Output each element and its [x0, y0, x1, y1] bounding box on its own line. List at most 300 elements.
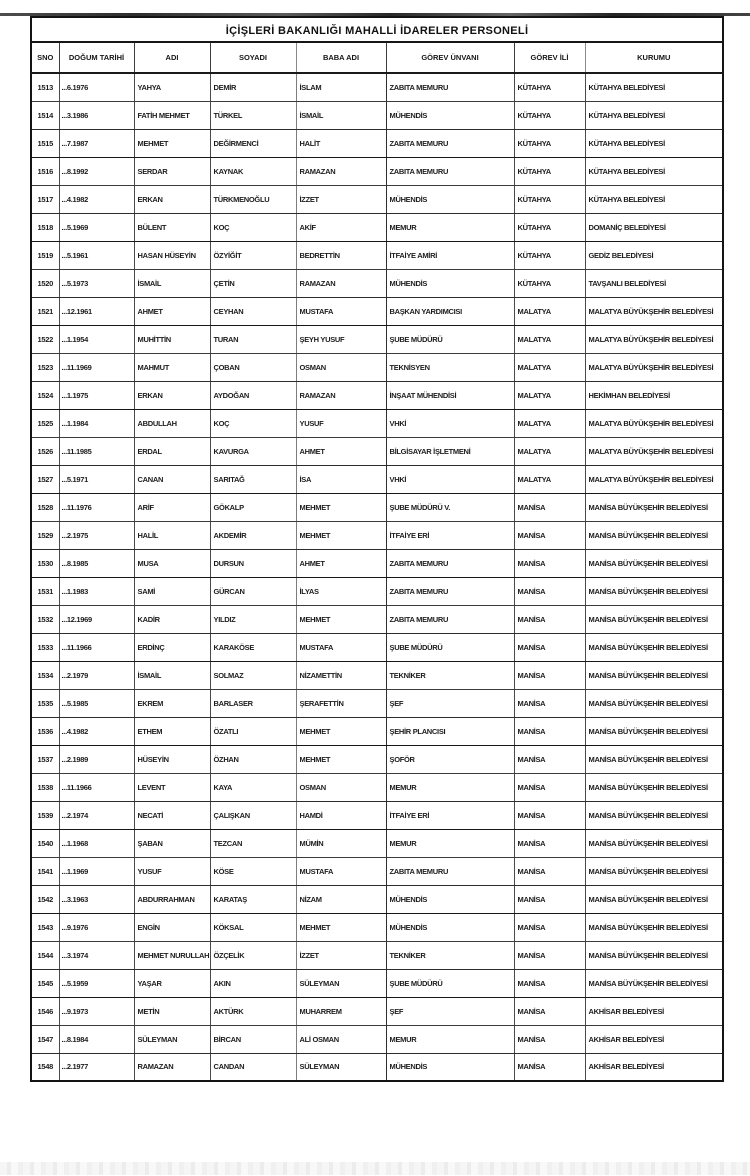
cell-sno: 1544 [31, 941, 59, 969]
cell-gorev-ili: KÜTAHYA [514, 185, 585, 213]
cell-kurumu: MANİSA BÜYÜKŞEHİR BELEDİYESİ [585, 549, 723, 577]
cell-adi: KADİR [134, 605, 210, 633]
cell-baba-adi: HALİT [296, 129, 386, 157]
cell-dogum-tarihi: ...3.1963 [59, 885, 134, 913]
cell-adi: ŞABAN [134, 829, 210, 857]
cell-kurumu: MANİSA BÜYÜKŞEHİR BELEDİYESİ [585, 913, 723, 941]
cell-adi: YUSUF [134, 857, 210, 885]
cell-gorev-ili: MALATYA [514, 409, 585, 437]
cell-gorev-unvani: İTFAİYE ERİ [386, 801, 514, 829]
cell-gorev-unvani: ŞUBE MÜDÜRÜ [386, 633, 514, 661]
table-row [31, 745, 723, 773]
cell-soyadi: TURAN [210, 325, 296, 353]
cell-sno: 1548 [37, 1062, 53, 1072]
cell-sno: 1533 [31, 633, 59, 661]
cell-gorev-unvani: TEKNİKER [386, 941, 514, 969]
cell-baba-adi: RAMAZAN [296, 157, 386, 185]
cell-kurumu: KÜTAHYA BELEDİYESİ [585, 101, 723, 129]
table-row [31, 493, 723, 521]
cell-baba-adi: İSA [296, 465, 386, 493]
cell-sno: 1530 [31, 549, 59, 577]
cell-gorev-ili: MANİSA [514, 997, 585, 1025]
table-row [31, 1025, 723, 1053]
cell-soyadi: AKTÜRK [210, 997, 296, 1025]
cell-adi: SERDAR [134, 157, 210, 185]
cell-soyadi: TÜRKMENOĞLU [210, 185, 296, 213]
cell-dogum-tarihi: ...9.1976 [59, 913, 134, 941]
cell-soyadi: KAYNAK [210, 157, 296, 185]
cell-soyadi: GÜRCAN [210, 577, 296, 605]
cell-kurumu: MANİSA BÜYÜKŞEHİR BELEDİYESİ [585, 941, 723, 969]
cell-gorev-ili: MANİSA [514, 521, 585, 549]
cell-gorev-ili: MANİSA [514, 661, 585, 689]
cell-gorev-unvani: İNŞAAT MÜHENDİSİ [386, 381, 514, 409]
cell-gorev-ili: MANİSA [514, 969, 585, 997]
cell-soyadi: KÖKSAL [210, 913, 296, 941]
personnel-table [30, 16, 724, 1082]
cell-kurumu: MANİSA BÜYÜKŞEHİR BELEDİYESİ [585, 801, 723, 829]
cell-adi: ARİF [134, 493, 210, 521]
table-row [31, 997, 723, 1025]
table-row [31, 409, 723, 437]
table-row [31, 773, 723, 801]
table-header-row [31, 42, 723, 73]
cell-dogum-tarihi: ...12.1969 [59, 605, 134, 633]
cell-gorev-unvani: MÜHENDİS [386, 185, 514, 213]
cell-baba-adi: AHMET [296, 549, 386, 577]
scan-noise-strip-bottom [0, 1162, 750, 1175]
cell-gorev-unvani: VHKİ [386, 465, 514, 493]
cell-kurumu: MALATYA BÜYÜKŞEHİR BELEDİYESİ [585, 325, 723, 353]
cell-gorev-ili: KÜTAHYA [514, 129, 585, 157]
table-row [31, 885, 723, 913]
cell-adi: AHMET [134, 297, 210, 325]
cell-gorev-unvani: ŞUBE MÜDÜRÜ [386, 969, 514, 997]
cell-soyadi: DURSUN [210, 549, 296, 577]
cell-baba-adi: MÜMİN [296, 829, 386, 857]
cell-adi: ABDURRAHMAN [134, 885, 210, 913]
cell-gorev-ili: MANİSA [514, 605, 585, 633]
cell-dogum-tarihi: ...1.1969 [59, 857, 134, 885]
cell-gorev-ili: KÜTAHYA [514, 241, 585, 269]
col-header-sno: SNO [31, 42, 59, 73]
cell-gorev-unvani: ZABITA MEMURU [386, 605, 514, 633]
cell-baba-adi: MUSTAFA [296, 857, 386, 885]
col-header-soyadi: SOYADI [210, 42, 296, 73]
col-header-baba-adi: BABA ADI [296, 42, 386, 73]
cell-adi: YAHYA [134, 73, 210, 101]
cell-dogum-tarihi: ...1.1954 [59, 325, 134, 353]
cell-gorev-unvani: MÜHENDİS [386, 913, 514, 941]
cell-gorev-unvani: ZABITA MEMURU [386, 129, 514, 157]
col-header-gorev-ili: GÖREV İLİ [514, 42, 585, 73]
cell-sno: 1521 [31, 297, 59, 325]
cell-sno: 1529 [31, 521, 59, 549]
table-row [31, 269, 723, 297]
cell-kurumu: MALATYA BÜYÜKŞEHİR BELEDİYESİ [585, 353, 723, 381]
cell-soyadi: BARLASER [210, 689, 296, 717]
cell-dogum-tarihi: ...2.1977 [59, 1053, 134, 1081]
table-row [31, 129, 723, 157]
cell-gorev-ili: MANİSA [514, 1025, 585, 1053]
cell-dogum-tarihi: ...11.1966 [59, 633, 134, 661]
cell-adi: ERKAN [134, 381, 210, 409]
cell-dogum-tarihi: ...5.1969 [59, 213, 134, 241]
cell-sno: 1543 [31, 913, 59, 941]
table-row [31, 521, 723, 549]
cell-baba-adi: BEDRETTİN [296, 241, 386, 269]
cell-kurumu: HEKİMHAN BELEDİYESİ [585, 381, 723, 409]
col-header-adi: ADI [134, 42, 210, 73]
cell-dogum-tarihi: ...8.1985 [59, 549, 134, 577]
table-row [31, 857, 723, 885]
cell-sno: 1519 [31, 241, 59, 269]
cell-sno: 1542 [31, 885, 59, 913]
table-row [31, 549, 723, 577]
cell-gorev-unvani: MÜHENDİS [386, 885, 514, 913]
cell-gorev-unvani: ZABITA MEMURU [386, 73, 514, 101]
cell-adi: MEHMET [134, 129, 210, 157]
cell-baba-adi: MEHMET [296, 493, 386, 521]
table-row [31, 185, 723, 213]
cell-adi: CANAN [134, 465, 210, 493]
cell-adi: SAMİ [134, 577, 210, 605]
cell-baba-adi: RAMAZAN [296, 269, 386, 297]
cell-sno: 1526 [31, 437, 59, 465]
cell-baba-adi: AHMET [296, 437, 386, 465]
cell-kurumu: TAVŞANLI BELEDİYESİ [585, 269, 723, 297]
cell-gorev-ili: MANİSA [514, 717, 585, 745]
cell-soyadi: SARITAĞ [210, 465, 296, 493]
cell-kurumu: MANİSA BÜYÜKŞEHİR BELEDİYESİ [585, 577, 723, 605]
cell-dogum-tarihi: ...11.1966 [59, 773, 134, 801]
cell-sno: 1531 [31, 577, 59, 605]
cell-adi: HALİL [134, 521, 210, 549]
cell-kurumu: MANİSA BÜYÜKŞEHİR BELEDİYESİ [585, 745, 723, 773]
cell-gorev-ili: KÜTAHYA [514, 73, 585, 101]
cell-dogum-tarihi: ...11.1976 [59, 493, 134, 521]
cell-dogum-tarihi: ...9.1973 [59, 997, 134, 1025]
cell-sno: 1546 [31, 997, 59, 1025]
cell-adi: BÜLENT [134, 213, 210, 241]
cell-kurumu: MANİSA BÜYÜKŞEHİR BELEDİYESİ [585, 829, 723, 857]
cell-gorev-unvani: TEKNİKER [386, 661, 514, 689]
cell-gorev-ili: MANİSA [514, 941, 585, 969]
cell-sno: 1518 [31, 213, 59, 241]
cell-sno: 1532 [31, 605, 59, 633]
cell-baba-adi: MEHMET [296, 717, 386, 745]
cell-baba-adi: SÜLEYMAN [296, 1053, 386, 1081]
cell-adi: METİN [134, 997, 210, 1025]
table-row [31, 73, 723, 101]
cell-adi: LEVENT [134, 773, 210, 801]
table-row [31, 325, 723, 353]
cell-baba-adi: AKİF [296, 213, 386, 241]
cell-gorev-ili: KÜTAHYA [514, 269, 585, 297]
cell-dogum-tarihi: ...4.1982 [59, 185, 134, 213]
cell-kurumu: GEDİZ BELEDİYESİ [585, 241, 723, 269]
table-row [31, 913, 723, 941]
cell-gorev-unvani: MÜHENDİS [386, 269, 514, 297]
cell-kurumu: MANİSA BÜYÜKŞEHİR BELEDİYESİ [585, 661, 723, 689]
document-title: İÇİŞLERİ BAKANLIĞI MAHALLİ İDARELER PERSONELİ [31, 17, 723, 42]
cell-soyadi: AKIN [210, 969, 296, 997]
cell-soyadi: ÇALIŞKAN [210, 801, 296, 829]
cell-baba-adi: İSMAİL [296, 101, 386, 129]
cell-adi: ERDİNÇ [134, 633, 210, 661]
table-row [31, 829, 723, 857]
cell-sno: 1545 [31, 969, 59, 997]
table-row [31, 437, 723, 465]
cell-soyadi: ÖZHAN [210, 745, 296, 773]
cell-adi: HASAN HÜSEYİN [134, 241, 210, 269]
cell-dogum-tarihi: ...11.1985 [59, 437, 134, 465]
cell-kurumu: MANİSA BÜYÜKŞEHİR BELEDİYESİ [585, 885, 723, 913]
cell-gorev-unvani: MÜHENDİS [386, 1053, 514, 1081]
table-row [31, 297, 723, 325]
cell-gorev-ili: MALATYA [514, 297, 585, 325]
cell-soyadi: KÖSE [210, 857, 296, 885]
table-title-row [31, 17, 723, 42]
cell-gorev-ili: MANİSA [514, 885, 585, 913]
cell-adi: ABDULLAH [134, 409, 210, 437]
cell-dogum-tarihi: ...11.1969 [59, 353, 134, 381]
cell-baba-adi: MUHARREM [296, 997, 386, 1025]
cell-sno: 1538 [31, 773, 59, 801]
cell-kurumu: MANİSA BÜYÜKŞEHİR BELEDİYESİ [585, 493, 723, 521]
cell-gorev-unvani: MÜHENDİS [386, 101, 514, 129]
cell-dogum-tarihi: ...2.1989 [59, 745, 134, 773]
cell-baba-adi: İLYAS [296, 577, 386, 605]
cell-adi: NECATİ [134, 801, 210, 829]
cell-baba-adi: NİZAM [296, 885, 386, 913]
cell-soyadi: TÜRKEL [210, 101, 296, 129]
cell-gorev-unvani: VHKİ [386, 409, 514, 437]
cell-gorev-unvani: ŞEHİR PLANCISI [386, 717, 514, 745]
cell-soyadi: KOÇ [210, 213, 296, 241]
table-body [31, 73, 723, 1081]
cell-sno: 1517 [31, 185, 59, 213]
cell-baba-adi: MEHMET [296, 521, 386, 549]
cell-dogum-tarihi: ...1.1983 [59, 577, 134, 605]
cell-kurumu: MALATYA BÜYÜKŞEHİR BELEDİYESİ [585, 297, 723, 325]
cell-kurumu: MALATYA BÜYÜKŞEHİR BELEDİYESİ [585, 465, 723, 493]
cell-gorev-unvani: TEKNİSYEN [386, 353, 514, 381]
cell-sno: 1536 [31, 717, 59, 745]
cell-kurumu: KÜTAHYA BELEDİYESİ [585, 129, 723, 157]
cell-adi: MUHİTTİN [134, 325, 210, 353]
table-row [31, 101, 723, 129]
cell-kurumu: AKHİSAR BELEDİYESİ [585, 1053, 723, 1081]
cell-kurumu: KÜTAHYA BELEDİYESİ [585, 185, 723, 213]
cell-baba-adi: OSMAN [296, 353, 386, 381]
cell-gorev-unvani: ŞEF [386, 997, 514, 1025]
table-row [31, 661, 723, 689]
cell-gorev-ili: MANİSA [514, 549, 585, 577]
cell-sno: 1537 [31, 745, 59, 773]
cell-gorev-ili: MANİSA [514, 633, 585, 661]
cell-gorev-ili: MANİSA [514, 745, 585, 773]
cell-adi: İSMAİL [134, 269, 210, 297]
cell-gorev-ili: MALATYA [514, 353, 585, 381]
col-header-kurumu: KURUMU [585, 42, 723, 73]
cell-gorev-unvani: ZABITA MEMURU [386, 857, 514, 885]
cell-kurumu: MANİSA BÜYÜKŞEHİR BELEDİYESİ [585, 605, 723, 633]
cell-soyadi: SOLMAZ [210, 661, 296, 689]
cell-soyadi: KARATAŞ [210, 885, 296, 913]
cell-adi: MAHMUT [134, 353, 210, 381]
cell-gorev-ili: MALATYA [514, 325, 585, 353]
table-row [31, 801, 723, 829]
col-header-gorev-unvani: GÖREV ÜNVANI [386, 42, 514, 73]
cell-baba-adi: SÜLEYMAN [296, 969, 386, 997]
cell-gorev-ili: MANİSA [514, 829, 585, 857]
cell-adi: ENGİN [134, 913, 210, 941]
cell-soyadi: YILDIZ [210, 605, 296, 633]
cell-gorev-unvani: İTFAİYE AMİRİ [386, 241, 514, 269]
cell-kurumu: MANİSA BÜYÜKŞEHİR BELEDİYESİ [585, 857, 723, 885]
cell-kurumu: MANİSA BÜYÜKŞEHİR BELEDİYESİ [585, 969, 723, 997]
cell-baba-adi: İSLAM [296, 73, 386, 101]
cell-gorev-unvani: ŞOFÖR [386, 745, 514, 773]
cell-dogum-tarihi: ...6.1976 [59, 73, 134, 101]
cell-gorev-ili: MALATYA [514, 465, 585, 493]
cell-soyadi: KOÇ [210, 409, 296, 437]
cell-kurumu: MALATYA BÜYÜKŞEHİR BELEDİYESİ [585, 437, 723, 465]
cell-dogum-tarihi: ...4.1982 [59, 717, 134, 745]
table-row [31, 717, 723, 745]
cell-soyadi: DEĞİRMENCİ [210, 129, 296, 157]
cell-gorev-ili: MANİSA [514, 1053, 585, 1081]
cell-soyadi: ÖZÇELİK [210, 941, 296, 969]
cell-dogum-tarihi: ...1.1968 [59, 829, 134, 857]
cell-baba-adi: NİZAMETTİN [296, 661, 386, 689]
cell-baba-adi: İZZET [296, 941, 386, 969]
cell-soyadi: ÇOBAN [210, 353, 296, 381]
cell-gorev-unvani: ŞUBE MÜDÜRÜ V. [386, 493, 514, 521]
cell-sno: 1513 [31, 73, 59, 101]
cell-gorev-ili: KÜTAHYA [514, 213, 585, 241]
cell-baba-adi: ALİ OSMAN [296, 1025, 386, 1053]
cell-dogum-tarihi: ...5.1961 [59, 241, 134, 269]
cell-sno: 1523 [31, 353, 59, 381]
cell-kurumu: KÜTAHYA BELEDİYESİ [585, 73, 723, 101]
cell-baba-adi: MUSTAFA [296, 297, 386, 325]
cell-soyadi: GÖKALP [210, 493, 296, 521]
cell-baba-adi: MEHMET [296, 913, 386, 941]
cell-gorev-unvani: BİLGİSAYAR İŞLETMENİ [386, 437, 514, 465]
cell-soyadi: AKDEMİR [210, 521, 296, 549]
cell-kurumu: AKHİSAR BELEDİYESİ [585, 997, 723, 1025]
cell-kurumu: DOMANİÇ BELEDİYESİ [585, 213, 723, 241]
cell-gorev-ili: MANİSA [514, 801, 585, 829]
cell-dogum-tarihi: ...7.1987 [59, 129, 134, 157]
cell-dogum-tarihi: ...1.1984 [59, 409, 134, 437]
cell-gorev-ili: MANİSA [514, 913, 585, 941]
cell-sno: 1541 [31, 857, 59, 885]
cell-dogum-tarihi: ...3.1986 [59, 101, 134, 129]
table-row [31, 353, 723, 381]
cell-kurumu: MALATYA BÜYÜKŞEHİR BELEDİYESİ [585, 409, 723, 437]
table-row [31, 241, 723, 269]
cell-soyadi: ÇETİN [210, 269, 296, 297]
cell-kurumu: MANİSA BÜYÜKŞEHİR BELEDİYESİ [585, 689, 723, 717]
cell-gorev-unvani: MEMUR [386, 773, 514, 801]
cell-gorev-unvani: MEMUR [386, 829, 514, 857]
cell-adi: ERKAN [134, 185, 210, 213]
cell-gorev-unvani: ŞUBE MÜDÜRÜ [386, 325, 514, 353]
cell-soyadi: ÖZYİĞİT [210, 241, 296, 269]
cell-gorev-ili: MANİSA [514, 493, 585, 521]
cell-dogum-tarihi: ...2.1975 [59, 521, 134, 549]
cell-kurumu: MANİSA BÜYÜKŞEHİR BELEDİYESİ [585, 633, 723, 661]
table-row [31, 633, 723, 661]
cell-kurumu: MANİSA BÜYÜKŞEHİR BELEDİYESİ [585, 717, 723, 745]
cell-dogum-tarihi: ...5.1959 [59, 969, 134, 997]
cell-baba-adi: HAMDİ [296, 801, 386, 829]
cell-gorev-unvani: MEMUR [386, 213, 514, 241]
cell-sno: 1535 [31, 689, 59, 717]
cell-sno: 1516 [31, 157, 59, 185]
cell-dogum-tarihi: ...5.1985 [59, 689, 134, 717]
cell-dogum-tarihi: ...5.1971 [59, 465, 134, 493]
table-row [31, 381, 723, 409]
cell-adi: EKREM [134, 689, 210, 717]
cell-gorev-unvani: MEMUR [386, 1025, 514, 1053]
table-row [31, 605, 723, 633]
cell-soyadi: ÖZATLI [210, 717, 296, 745]
cell-gorev-unvani: ZABITA MEMURU [386, 157, 514, 185]
cell-adi: ETHEM [134, 717, 210, 745]
cell-gorev-ili: KÜTAHYA [514, 101, 585, 129]
cell-soyadi: AYDOĞAN [210, 381, 296, 409]
cell-soyadi: KAVURGA [210, 437, 296, 465]
cell-baba-adi: ŞERAFETTİN [296, 689, 386, 717]
cell-adi: HÜSEYİN [134, 745, 210, 773]
cell-adi: ERDAL [134, 437, 210, 465]
cell-adi: FATİH MEHMET [134, 101, 210, 129]
cell-soyadi: KARAKÖSE [210, 633, 296, 661]
cell-adi: YAŞAR [134, 969, 210, 997]
cell-sno: 1524 [31, 381, 59, 409]
table-row [31, 969, 723, 997]
cell-adi: İSMAİL [134, 661, 210, 689]
cell-sno: 1528 [31, 493, 59, 521]
cell-soyadi: CEYHAN [210, 297, 296, 325]
cell-soyadi: KAYA [210, 773, 296, 801]
cell-gorev-ili: MANİSA [514, 857, 585, 885]
cell-sno: 1525 [31, 409, 59, 437]
cell-sno: 1522 [31, 325, 59, 353]
table-row [31, 213, 723, 241]
table-row [31, 157, 723, 185]
cell-gorev-unvani: İTFAİYE ERİ [386, 521, 514, 549]
cell-baba-adi: MEHMET [296, 745, 386, 773]
cell-adi: RAMAZAN [134, 1053, 210, 1081]
cell-sno: 1515 [31, 129, 59, 157]
cell-gorev-ili: MANİSA [514, 577, 585, 605]
cell-gorev-unvani: ŞEF [386, 689, 514, 717]
table-row [31, 1053, 723, 1081]
cell-baba-adi: İZZET [296, 185, 386, 213]
cell-soyadi: TEZCAN [210, 829, 296, 857]
cell-kurumu: KÜTAHYA BELEDİYESİ [585, 157, 723, 185]
cell-gorev-unvani: BAŞKAN YARDIMCISI [386, 297, 514, 325]
cell-soyadi: CANDAN [210, 1053, 296, 1081]
cell-dogum-tarihi: ...2.1979 [59, 661, 134, 689]
cell-gorev-unvani: ZABITA MEMURU [386, 577, 514, 605]
cell-dogum-tarihi: ...12.1961 [59, 297, 134, 325]
